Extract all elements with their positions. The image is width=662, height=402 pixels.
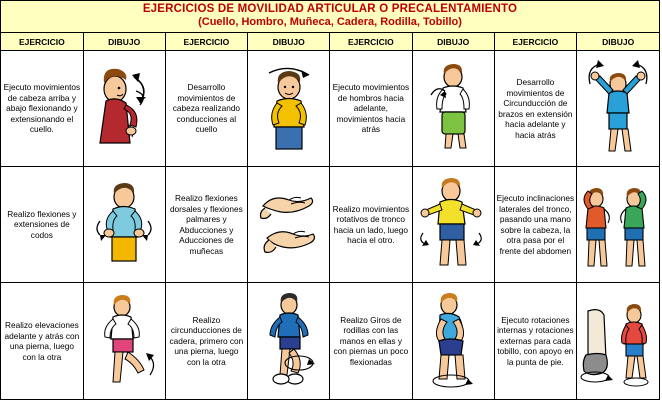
- exercise-drawing-cell: [84, 167, 166, 283]
- exercise-description-cell: [495, 283, 578, 399]
- title-line-2: (Cuello, Hombro, Muñeca, Cadera, Rodilla, Tobillo): [198, 16, 462, 28]
- title-line-1: EJERCICIOS DE MOVILIDAD ARTICULAR O PRECALENTAMIENTO: [142, 3, 518, 15]
- exercise-description-cell: [330, 283, 413, 399]
- exercise-text: Realizo circunducciones de cadera, primero con una pierna, luego con la otra: [169, 314, 244, 367]
- arm-circumduction-figure: [577, 51, 659, 166]
- exercise-text: Realizo flexiones y extensiones de codos: [7, 208, 77, 240]
- table-row: [1, 167, 659, 283]
- exercise-drawing-cell: [413, 51, 495, 167]
- exercise-drawing-cell: [84, 51, 166, 167]
- table-header-row: [1, 33, 659, 51]
- exercise-text: Desarrollo movimientos de cabeza realizando conducciones al cuello: [172, 82, 241, 135]
- exercise-text: Realizo movimientos rotativos de tronco hacia un lado, luego hacia el otro.: [332, 203, 410, 245]
- knee-rotation-figure: [413, 283, 494, 399]
- exercise-drawing-cell: [248, 283, 330, 399]
- exercise-text: Desarrollo movimientos de Circunducción de brazos en extensión hacia adelante y hacia atrás: [498, 77, 573, 140]
- neck-flexion-extension-figure: [84, 51, 165, 166]
- table-row: [1, 51, 659, 167]
- exercise-drawing-cell: [248, 51, 330, 167]
- exercise-description-cell: [1, 167, 84, 283]
- hip-circumduction-figure: [248, 283, 329, 399]
- column-header-dibujo-3: DIBUJO: [413, 33, 495, 51]
- exercise-text: Ejecuto movimientos de hombros hacia adelante, movimientos hacia atrás: [332, 82, 410, 135]
- exercise-text: Realizo flexiones dorsales y flexiones palmares y Abducciones y Aducciones de muñecas: [169, 193, 243, 256]
- lateral-trunk-bend-figures: [577, 167, 659, 282]
- wrist-flexion-hands: [248, 167, 329, 282]
- exercise-description-cell: [495, 167, 578, 283]
- column-header-dibujo-4: DIBUJO: [577, 33, 659, 51]
- exercise-grid: [1, 33, 659, 399]
- neck-circumduction-figure: [248, 51, 329, 166]
- trunk-rotation-figure: [413, 167, 494, 282]
- exercise-drawing-cell: [577, 167, 659, 283]
- exercise-drawing-cell: [577, 51, 659, 167]
- exercise-drawing-cell: [413, 283, 495, 399]
- table-row: [1, 283, 659, 399]
- exercise-drawing-cell: [413, 167, 495, 283]
- column-header-dibujo-1: DIBUJO: [84, 33, 166, 51]
- exercise-drawing-cell: [84, 283, 166, 399]
- exercise-description-cell: [166, 283, 249, 399]
- exercise-drawing-cell: [248, 167, 330, 283]
- column-header-ejercicio-3: EJERCICIO: [330, 33, 413, 51]
- exercise-description-cell: [330, 167, 413, 283]
- exercise-text: Ejecuto rotaciones internas y rotaciones externas para cada tobillo, con apoyo en la punta de pie.: [497, 314, 574, 367]
- leg-swing-figure: [84, 283, 165, 399]
- elbow-flexion-figure: [84, 167, 165, 282]
- column-header-dibujo-2: DIBUJO: [248, 33, 330, 51]
- page-title: [1, 1, 659, 33]
- column-header-ejercicio-2: EJERCICIO: [166, 33, 249, 51]
- column-header-ejercicio-4: EJERCICIO: [495, 33, 578, 51]
- exercise-text: Ejecuto movimientos de cabeza arriba y abajo flexionando y extensionando el cuello.: [3, 82, 81, 135]
- column-header-ejercicio-1: EJERCICIO: [1, 33, 84, 51]
- exercise-description-cell: [1, 283, 84, 399]
- exercise-description-cell: [495, 51, 578, 167]
- exercise-text: Realizo elevaciones adelante y atrás con una pierna, luego con la otra: [4, 320, 80, 362]
- exercise-text: Realizo Giros de rodillas con las manos en ellas y con piernas un poco flexionadas: [333, 314, 409, 367]
- exercise-description-cell: [330, 51, 413, 167]
- exercise-description-cell: [1, 51, 84, 167]
- shoulder-rotation-figure: [413, 51, 494, 166]
- exercise-description-cell: [166, 51, 249, 167]
- exercise-description-cell: [166, 167, 249, 283]
- exercise-drawing-cell: [577, 283, 659, 399]
- ankle-rotation-figures: [577, 283, 659, 399]
- exercise-text: Ejecuto inclinaciones laterales del tronco, pasando una mano sobre la cabeza, la otra pasa por el frente del abdomen: [496, 193, 575, 256]
